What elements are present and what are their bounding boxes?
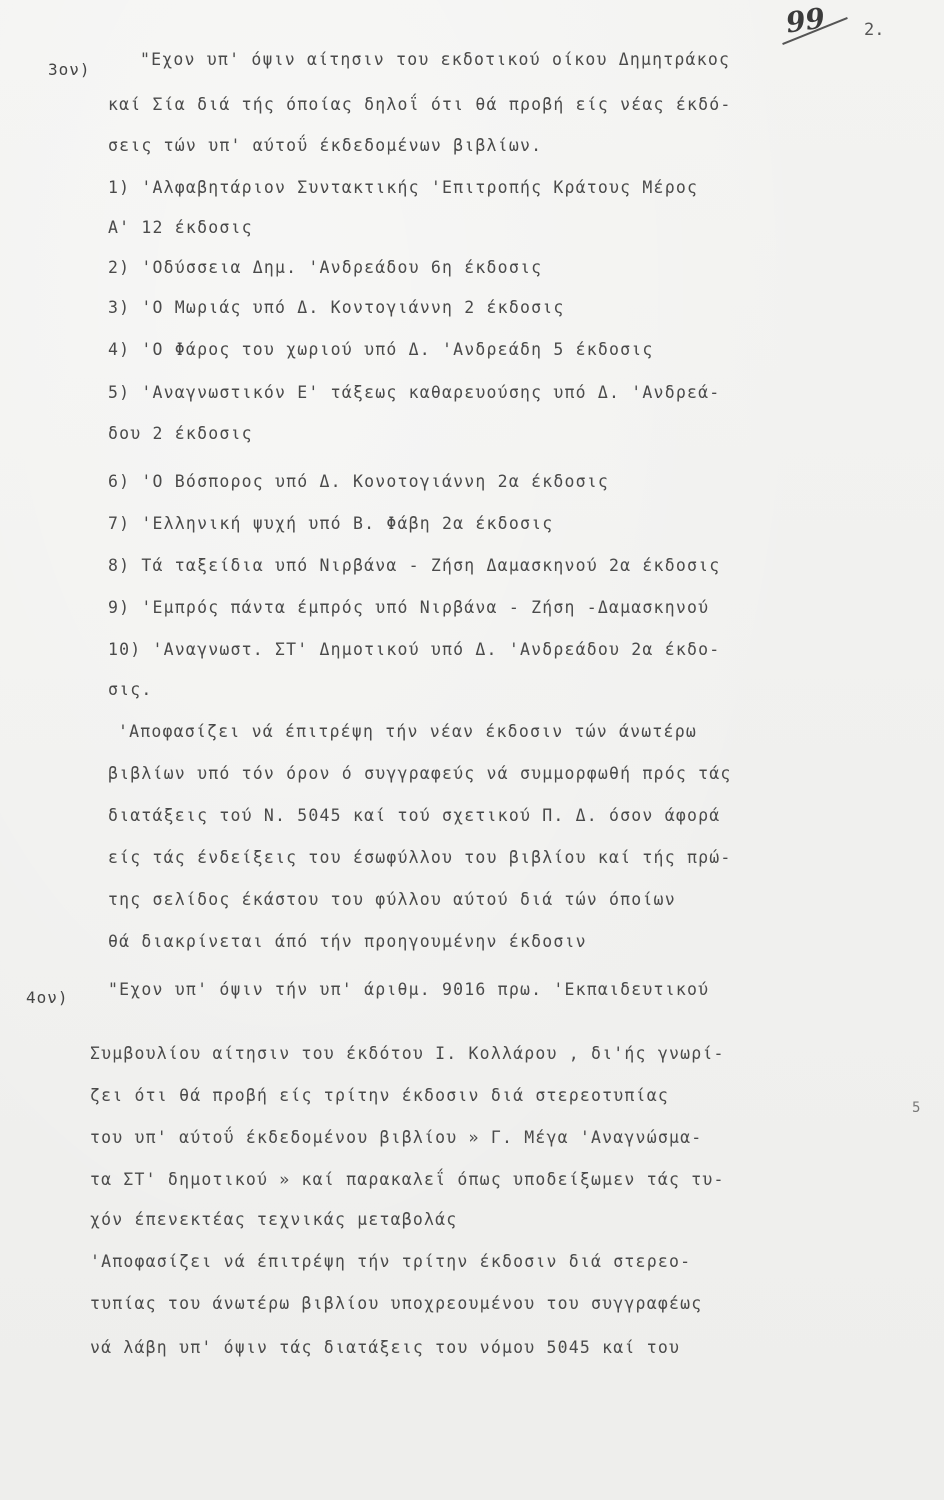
text-line: "Εχον υπ' όψιν αίτησιν του εκδοτικού οίκου Δημητράκος xyxy=(140,50,731,69)
text-line: 'Αποφασίζει νά έπιτρέψη τήν νέαν έκδοσιν τών άνωτέρω xyxy=(118,722,697,741)
text-line: 3) 'Ο Μωριάς υπό Δ. Κοντογιάννη 2 έκδοσις xyxy=(108,298,565,317)
margin-mark: 5 xyxy=(912,1100,921,1116)
text-line: σις. xyxy=(108,680,153,699)
text-line: 8) Τά ταξείδια υπό Νιρβάνα - Ζήση Δαμασκηνού 2α έκδοσις xyxy=(108,556,721,575)
text-line: καί Σία διά τής όποίας δηλοΐ ότι θά προβή είς νέας έκδό- xyxy=(108,95,732,114)
text-line: θά διακρίνεται άπό τήν προηγουμένην έκδοσιν xyxy=(108,932,587,951)
text-line: ζει ότι θά προβή είς τρίτην έκδοσιν διά στερεοτυπίας xyxy=(90,1086,669,1105)
text-line: σεις τών υπ' αύτοΰ έκδεδομένων βιβλίων. xyxy=(108,136,543,155)
text-line: 5) 'Αναγνωστικόν Ε' τάξεως καθαρευούσης υπό Δ. 'Ανδρεά- xyxy=(108,383,721,402)
item-label-30: 3ον) xyxy=(48,60,91,79)
text-line: τυπίας του άνωτέρω βιβλίου υποχρεουμένου του συγγραφέως xyxy=(90,1294,703,1313)
text-line: 7) 'Ελληνική ψυχή υπό Β. Φάβη 2α έκδοσις xyxy=(108,514,554,533)
text-line: της σελίδος έκάστου του φύλλου αύτού διά τών όποίων xyxy=(108,890,676,909)
text-line: 'Αποφασίζει νά έπιτρέψη τήν τρίτην έκδοσιν διά στερεο- xyxy=(90,1252,692,1271)
text-line: Συμβουλίου αίτησιν του έκδότου Ι. Κολλάρου , δι'ής γνωρί- xyxy=(90,1044,725,1063)
text-line: 4) 'Ο Φάρος του χωριού υπό Δ. 'Ανδρεάδη 5 έκδοσις xyxy=(108,340,654,359)
page-number: 2. xyxy=(864,20,885,40)
text-line: νά λάβη υπ' όψιν τάς διατάξεις του νόμου 5045 καί του xyxy=(90,1338,681,1357)
text-line: 6) 'Ο Βόσπορος υπό Δ. Κονοτογιάννη 2α έκδοσις xyxy=(108,472,610,491)
text-line: βιβλίων υπό τόν όρον ό συγγραφεύς νά συμμορφωθή πρός τάς xyxy=(108,764,732,783)
text-line: 2) 'Οδύσσεια Δημ. 'Ανδρεάδου 6η έκδοσις xyxy=(108,258,543,277)
text-line: "Εχον υπ' όψιν τήν υπ' άριθμ. 9016 πρω. 'Εκπαιδευτικού xyxy=(108,980,710,999)
text-line: δου 2 έκδοσις xyxy=(108,424,253,443)
text-line: 10) 'Αναγνωστ. ΣΤ' Δημοτικού υπό Δ. 'Ανδρεάδου 2α έκδο- xyxy=(108,640,721,659)
text-line: τα ΣΤ' δημοτικού » καί παρακαλεΐ όπως υποδείξωμεν τάς τυ- xyxy=(90,1170,725,1189)
text-line: είς τάς ένδείξεις του έσωφύλλου του βιβλίου καί τής πρώ- xyxy=(108,848,732,867)
text-line: διατάξεις τού Ν. 5045 καί τού σχετικού Π. Δ. όσον άφορά xyxy=(108,806,721,825)
text-line: του υπ' αύτοΰ έκδεδομένου βιβλίου » Γ. Μέγα 'Αναγνώσμα- xyxy=(90,1128,703,1147)
text-line: Α' 12 έκδοσις xyxy=(108,218,253,237)
handwritten-page-number: 99 xyxy=(783,1,828,40)
item-label-40: 4ον) xyxy=(26,988,69,1007)
text-line: χόν έπενεκτέας τεχνικάς μεταβολάς xyxy=(90,1210,458,1229)
text-line: 1) 'Αλφαβητάριον Συντακτικής 'Επιτροπής Κράτους Μέρος xyxy=(108,178,699,197)
text-line: 9) 'Εμπρός πάντα έμπρός υπό Νιρβάνα - Ζήση -Δαμασκηνού xyxy=(108,598,710,617)
